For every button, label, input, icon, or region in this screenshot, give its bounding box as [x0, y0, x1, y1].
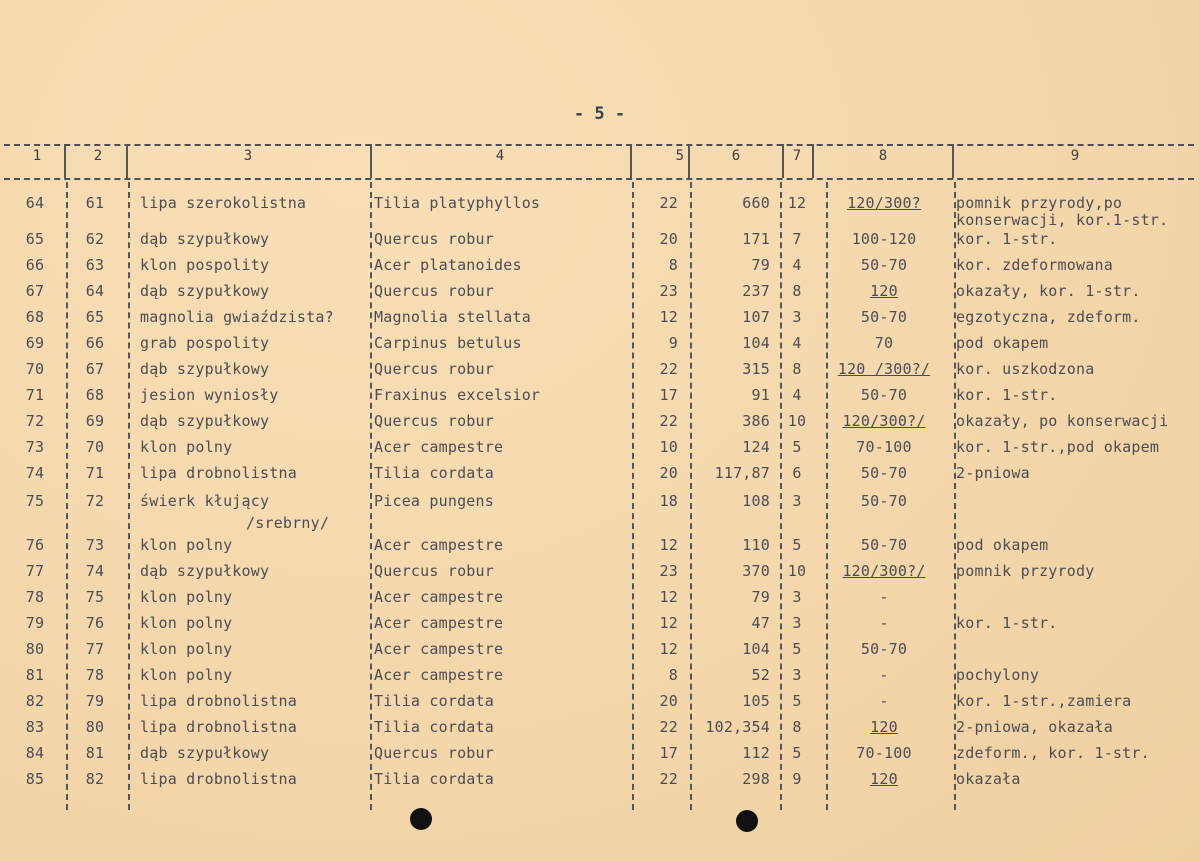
cell-col-6: 370	[742, 562, 770, 580]
cell-col-9: kor. zdeformowana	[956, 256, 1113, 274]
cell-col-5: 22	[659, 412, 678, 430]
cell-col-5: 10	[659, 438, 678, 456]
cell-col-7: 10	[787, 562, 807, 580]
cell-col-7: 6	[792, 464, 802, 482]
punch-hole	[736, 810, 758, 832]
cell-col-8: 50-70	[860, 256, 908, 274]
cell-col-2: 68	[85, 386, 105, 404]
cell-col-2: 73	[85, 536, 105, 554]
cell-col-8: 100-120	[851, 230, 917, 248]
column-separator	[64, 144, 66, 178]
cell-col-3: dąb szypułkowy	[140, 412, 270, 430]
cell-col-6: 79	[751, 256, 770, 274]
cell-col-8: 120/300?/	[842, 562, 926, 580]
cell-col-1: 70	[25, 360, 45, 378]
cell-col-9: pod okapem	[956, 334, 1049, 352]
cell-col-3: magnolia gwiaździsta?	[140, 308, 334, 326]
cell-col-3: klon pospolity	[140, 256, 270, 274]
table-row	[0, 614, 1199, 640]
column-separator	[812, 144, 814, 178]
cell-col-4: Acer campestre	[374, 588, 504, 606]
cell-col-4: Picea pungens	[374, 492, 494, 510]
cell-col-3: grab pospolity	[140, 334, 270, 352]
cell-col-5: 12	[659, 614, 678, 632]
cell-col-2: 77	[85, 640, 105, 658]
cell-col-8: -	[879, 692, 889, 710]
cell-col-8: 120/300?/	[842, 412, 926, 430]
cell-col-6: 112	[742, 744, 770, 762]
cell-col-7: 3	[792, 588, 802, 606]
cell-col-9: pomnik przyrody	[956, 562, 1095, 580]
cell-col-2: 63	[85, 256, 105, 274]
cell-col-2: 80	[85, 718, 105, 736]
cell-col-5: 22	[659, 718, 678, 736]
cell-col-6: 660	[742, 194, 770, 212]
table-row	[0, 718, 1199, 744]
cell-col-6: 386	[742, 412, 770, 430]
cell-col-1: 68	[25, 308, 45, 326]
cell-col-2: 79	[85, 692, 105, 710]
cell-col-7: 8	[792, 718, 802, 736]
cell-col-6: 102,354	[705, 718, 770, 736]
cell-col-2: 71	[85, 464, 105, 482]
cell-col-2: 65	[85, 308, 105, 326]
cell-col-4: Tilia cordata	[374, 718, 494, 736]
cell-col-9: okazały, po konserwacji	[956, 412, 1169, 430]
cell-col-2: 82	[85, 770, 105, 788]
column-separator	[688, 144, 690, 178]
cell-col-7: 5	[792, 692, 802, 710]
column-separator	[952, 144, 954, 178]
cell-col-1: 82	[25, 692, 45, 710]
cell-col-9: kor. 1-str.,pod okapem	[956, 438, 1160, 456]
cell-col-6: 107	[742, 308, 770, 326]
cell-col-5: 17	[659, 386, 678, 404]
table-row	[0, 492, 1199, 532]
table-row	[0, 360, 1199, 386]
cell-col-1: 84	[25, 744, 45, 762]
cell-col-1: 78	[25, 588, 45, 606]
cell-col-1: 77	[25, 562, 45, 580]
cell-col-2: 61	[85, 194, 105, 212]
column-header-2: 2	[93, 148, 103, 164]
cell-col-7: 9	[792, 770, 802, 788]
cell-col-6: 105	[742, 692, 770, 710]
cell-col-2: 78	[85, 666, 105, 684]
cell-col-3: klon polny	[140, 614, 233, 632]
cell-col-7: 8	[792, 360, 802, 378]
table-row	[0, 230, 1199, 256]
column-separator	[126, 144, 128, 178]
cell-col-8: 50-70	[860, 640, 908, 658]
cell-col-3: jesion wyniosły	[140, 386, 279, 404]
cell-col-3: lipa szerokolistna	[140, 194, 307, 212]
cell-col-2: 66	[85, 334, 105, 352]
cell-col-9: okazały, kor. 1-str.	[956, 282, 1141, 300]
cell-col-9: kor. 1-str.	[956, 386, 1058, 404]
cell-col-5: 20	[659, 692, 678, 710]
cell-col-6: 104	[742, 334, 770, 352]
cell-col-2: 62	[85, 230, 105, 248]
table-row	[0, 770, 1199, 796]
cell-col-7: 5	[792, 640, 802, 658]
cell-col-2: 69	[85, 412, 105, 430]
page-number: - 5 -	[573, 104, 626, 124]
cell-col-9: kor. 1-str.,zamiera	[956, 692, 1132, 710]
cell-col-7: 3	[792, 308, 802, 326]
cell-col-8: 50-70	[860, 386, 908, 404]
cell-col-9: kor. uszkodzona	[956, 360, 1095, 378]
column-separator	[630, 144, 632, 178]
table-row	[0, 640, 1199, 666]
cell-col-9: kor. 1-str.	[956, 230, 1058, 248]
cell-col-4: Fraxinus excelsior	[374, 386, 541, 404]
table-row	[0, 386, 1199, 412]
cell-col-6: 237	[742, 282, 770, 300]
cell-col-8: 50-70	[860, 536, 908, 554]
cell-col-5: 22	[659, 770, 678, 788]
cell-col-3: dąb szypułkowy	[140, 562, 270, 580]
cell-col-3: dąb szypułkowy	[140, 230, 270, 248]
cell-col-5: 22	[659, 194, 678, 212]
cell-col-9: kor. 1-str.	[956, 614, 1058, 632]
cell-col-4: Magnolia stellata	[374, 308, 531, 326]
cell-col-5: 12	[659, 536, 678, 554]
cell-col-1: 65	[25, 230, 45, 248]
punch-hole	[410, 808, 432, 830]
column-header-5: 5	[675, 148, 684, 164]
cell-col-7: 3	[792, 666, 802, 684]
cell-col-6: 104	[742, 640, 770, 658]
cell-col-9: zdeform., kor. 1-str.	[956, 744, 1150, 762]
cell-col-8: 120	[870, 282, 898, 300]
cell-col-8: 50-70	[860, 308, 908, 326]
cell-col-8: 70	[874, 334, 894, 352]
cell-col-3: lipa drobnolistna	[140, 718, 297, 736]
table-row	[0, 536, 1199, 562]
cell-col-6: 124	[742, 438, 770, 456]
cell-col-5: 23	[659, 282, 678, 300]
cell-col-7: 7	[792, 230, 802, 248]
cell-col-4: Quercus robur	[374, 282, 494, 300]
cell-col-6: 108	[742, 492, 770, 510]
cell-col-9: pochylony	[956, 666, 1040, 684]
cell-col-1: 72	[25, 412, 45, 430]
column-header-1: 1	[32, 148, 42, 164]
cell-col-1: 75	[25, 492, 45, 510]
cell-col-3: klon polny	[140, 588, 233, 606]
cell-col-6: 315	[742, 360, 770, 378]
cell-col-5: 8	[668, 256, 678, 274]
cell-col-2: 75	[85, 588, 105, 606]
cell-col-5: 18	[659, 492, 678, 510]
cell-col-7: 3	[792, 614, 802, 632]
cell-col-9-continued: konserwacji, kor.1-str.	[956, 211, 1169, 229]
cell-col-4: Acer campestre	[374, 536, 504, 554]
cell-col-5: 12	[659, 308, 678, 326]
cell-col-4: Quercus robur	[374, 562, 494, 580]
cell-col-9: egzotyczna, zdeform.	[956, 308, 1141, 326]
cell-col-3: dąb szypułkowy	[140, 360, 270, 378]
cell-col-4: Carpinus betulus	[374, 334, 522, 352]
cell-col-5: 22	[659, 360, 678, 378]
cell-col-3: klon polny	[140, 536, 233, 554]
cell-col-8: 120	[870, 718, 898, 736]
cell-col-2: 72	[85, 492, 105, 510]
cell-col-2: 81	[85, 744, 105, 762]
table-row	[0, 588, 1199, 614]
cell-col-5: 20	[659, 464, 678, 482]
cell-col-1: 79	[25, 614, 45, 632]
column-header-9: 9	[1070, 148, 1080, 164]
cell-col-3: klon polny	[140, 666, 233, 684]
cell-col-1: 85	[25, 770, 45, 788]
cell-col-5: 23	[659, 562, 678, 580]
cell-col-9: okazała	[956, 770, 1021, 788]
table-row	[0, 308, 1199, 334]
cell-col-8: 50-70	[860, 492, 908, 510]
cell-col-4: Acer platanoides	[374, 256, 522, 274]
cell-col-8: -	[879, 614, 889, 632]
cell-col-4: Acer campestre	[374, 666, 504, 684]
cell-col-8: 120 /300?/	[837, 360, 931, 378]
cell-col-1: 76	[25, 536, 45, 554]
cell-col-6: 79	[751, 588, 770, 606]
cell-col-3: lipa drobnolistna	[140, 464, 297, 482]
cell-col-4: Acer campestre	[374, 614, 504, 632]
cell-col-4: Quercus robur	[374, 230, 494, 248]
column-separator	[370, 144, 372, 178]
cell-col-3: dąb szypułkowy	[140, 744, 270, 762]
column-header-3: 3	[243, 148, 253, 164]
cell-col-6: 52	[751, 666, 770, 684]
cell-col-5: 12	[659, 588, 678, 606]
cell-col-4: Tilia cordata	[374, 464, 494, 482]
table-row	[0, 562, 1199, 588]
cell-col-4: Quercus robur	[374, 744, 494, 762]
column-header-8: 8	[878, 148, 888, 164]
cell-col-1: 67	[25, 282, 45, 300]
cell-col-2: 76	[85, 614, 105, 632]
cell-col-2: 70	[85, 438, 105, 456]
cell-col-6: 110	[742, 536, 770, 554]
cell-col-4: Tilia platyphyllos	[374, 194, 541, 212]
table-row	[0, 692, 1199, 718]
cell-col-4: Acer campestre	[374, 640, 504, 658]
cell-col-5: 12	[659, 640, 678, 658]
table-top-rule	[4, 144, 1194, 146]
cell-col-1: 66	[25, 256, 45, 274]
table-row	[0, 334, 1199, 360]
table-row	[0, 282, 1199, 308]
cell-col-1: 69	[25, 334, 45, 352]
cell-col-8: 70-100	[856, 438, 912, 456]
cell-col-5: 20	[659, 230, 678, 248]
cell-col-3: lipa drobnolistna	[140, 692, 297, 710]
cell-col-7: 5	[792, 536, 802, 554]
cell-col-4: Acer campestre	[374, 438, 504, 456]
cell-col-5: 8	[668, 666, 678, 684]
cell-col-7: 3	[792, 492, 802, 510]
cell-col-7: 4	[792, 386, 802, 404]
cell-col-4: Quercus robur	[374, 412, 494, 430]
cell-col-1: 80	[25, 640, 45, 658]
cell-col-5: 17	[659, 744, 678, 762]
header-bottom-rule	[4, 178, 1194, 180]
cell-col-7: 10	[787, 412, 807, 430]
column-header-4: 4	[495, 148, 505, 164]
cell-col-3: klon polny	[140, 438, 233, 456]
table-row	[0, 464, 1199, 490]
cell-col-2: 67	[85, 360, 105, 378]
table-row	[0, 438, 1199, 464]
cell-col-1: 73	[25, 438, 45, 456]
table-row	[0, 744, 1199, 770]
cell-col-2: 64	[85, 282, 105, 300]
cell-col-2: 74	[85, 562, 105, 580]
column-header-6: 6	[731, 148, 741, 164]
cell-col-9: 2-pniowa	[956, 464, 1030, 482]
cell-col-1: 74	[25, 464, 45, 482]
cell-col-8: 120	[870, 770, 898, 788]
cell-col-1: 81	[25, 666, 45, 684]
cell-col-7: 8	[792, 282, 802, 300]
cell-col-3: klon polny	[140, 640, 233, 658]
cell-col-7: 5	[792, 438, 802, 456]
cell-col-1: 71	[25, 386, 45, 404]
cell-col-3: lipa drobnolistna	[140, 770, 297, 788]
cell-col-7: 4	[792, 334, 802, 352]
table-row	[0, 194, 1199, 229]
cell-col-6: 117,87	[714, 464, 770, 482]
cell-col-8: 120/300?	[847, 194, 921, 212]
cell-col-3: dąb szypułkowy	[140, 282, 270, 300]
cell-col-1: 64	[25, 194, 45, 212]
cell-col-9: pod okapem	[956, 536, 1049, 554]
cell-col-5: 9	[668, 334, 678, 352]
table-row	[0, 412, 1199, 438]
cell-col-1: 83	[25, 718, 45, 736]
table-row	[0, 256, 1199, 282]
cell-col-8: 70-100	[856, 744, 912, 762]
cell-col-9: pomnik przyrody,po	[956, 194, 1123, 212]
cell-col-6: 298	[742, 770, 770, 788]
cell-col-6: 171	[742, 230, 770, 248]
cell-col-4: Tilia cordata	[374, 770, 494, 788]
cell-col-7: 12	[787, 194, 807, 212]
cell-col-4: Tilia cordata	[374, 692, 494, 710]
cell-col-6: 91	[751, 386, 770, 404]
cell-col-7: 4	[792, 256, 802, 274]
cell-col-7: 5	[792, 744, 802, 762]
cell-col-6: 47	[751, 614, 770, 632]
cell-col-8: -	[879, 588, 889, 606]
cell-col-4: Quercus robur	[374, 360, 494, 378]
cell-col-3-continued: /srebrny/	[246, 514, 330, 532]
table-row	[0, 666, 1199, 692]
cell-col-8: -	[879, 666, 889, 684]
cell-col-8: 50-70	[860, 464, 908, 482]
cell-col-3: świerk kłujący	[140, 492, 270, 510]
column-header-7: 7	[792, 148, 802, 164]
cell-col-9: 2-pniowa, okazała	[956, 718, 1113, 736]
